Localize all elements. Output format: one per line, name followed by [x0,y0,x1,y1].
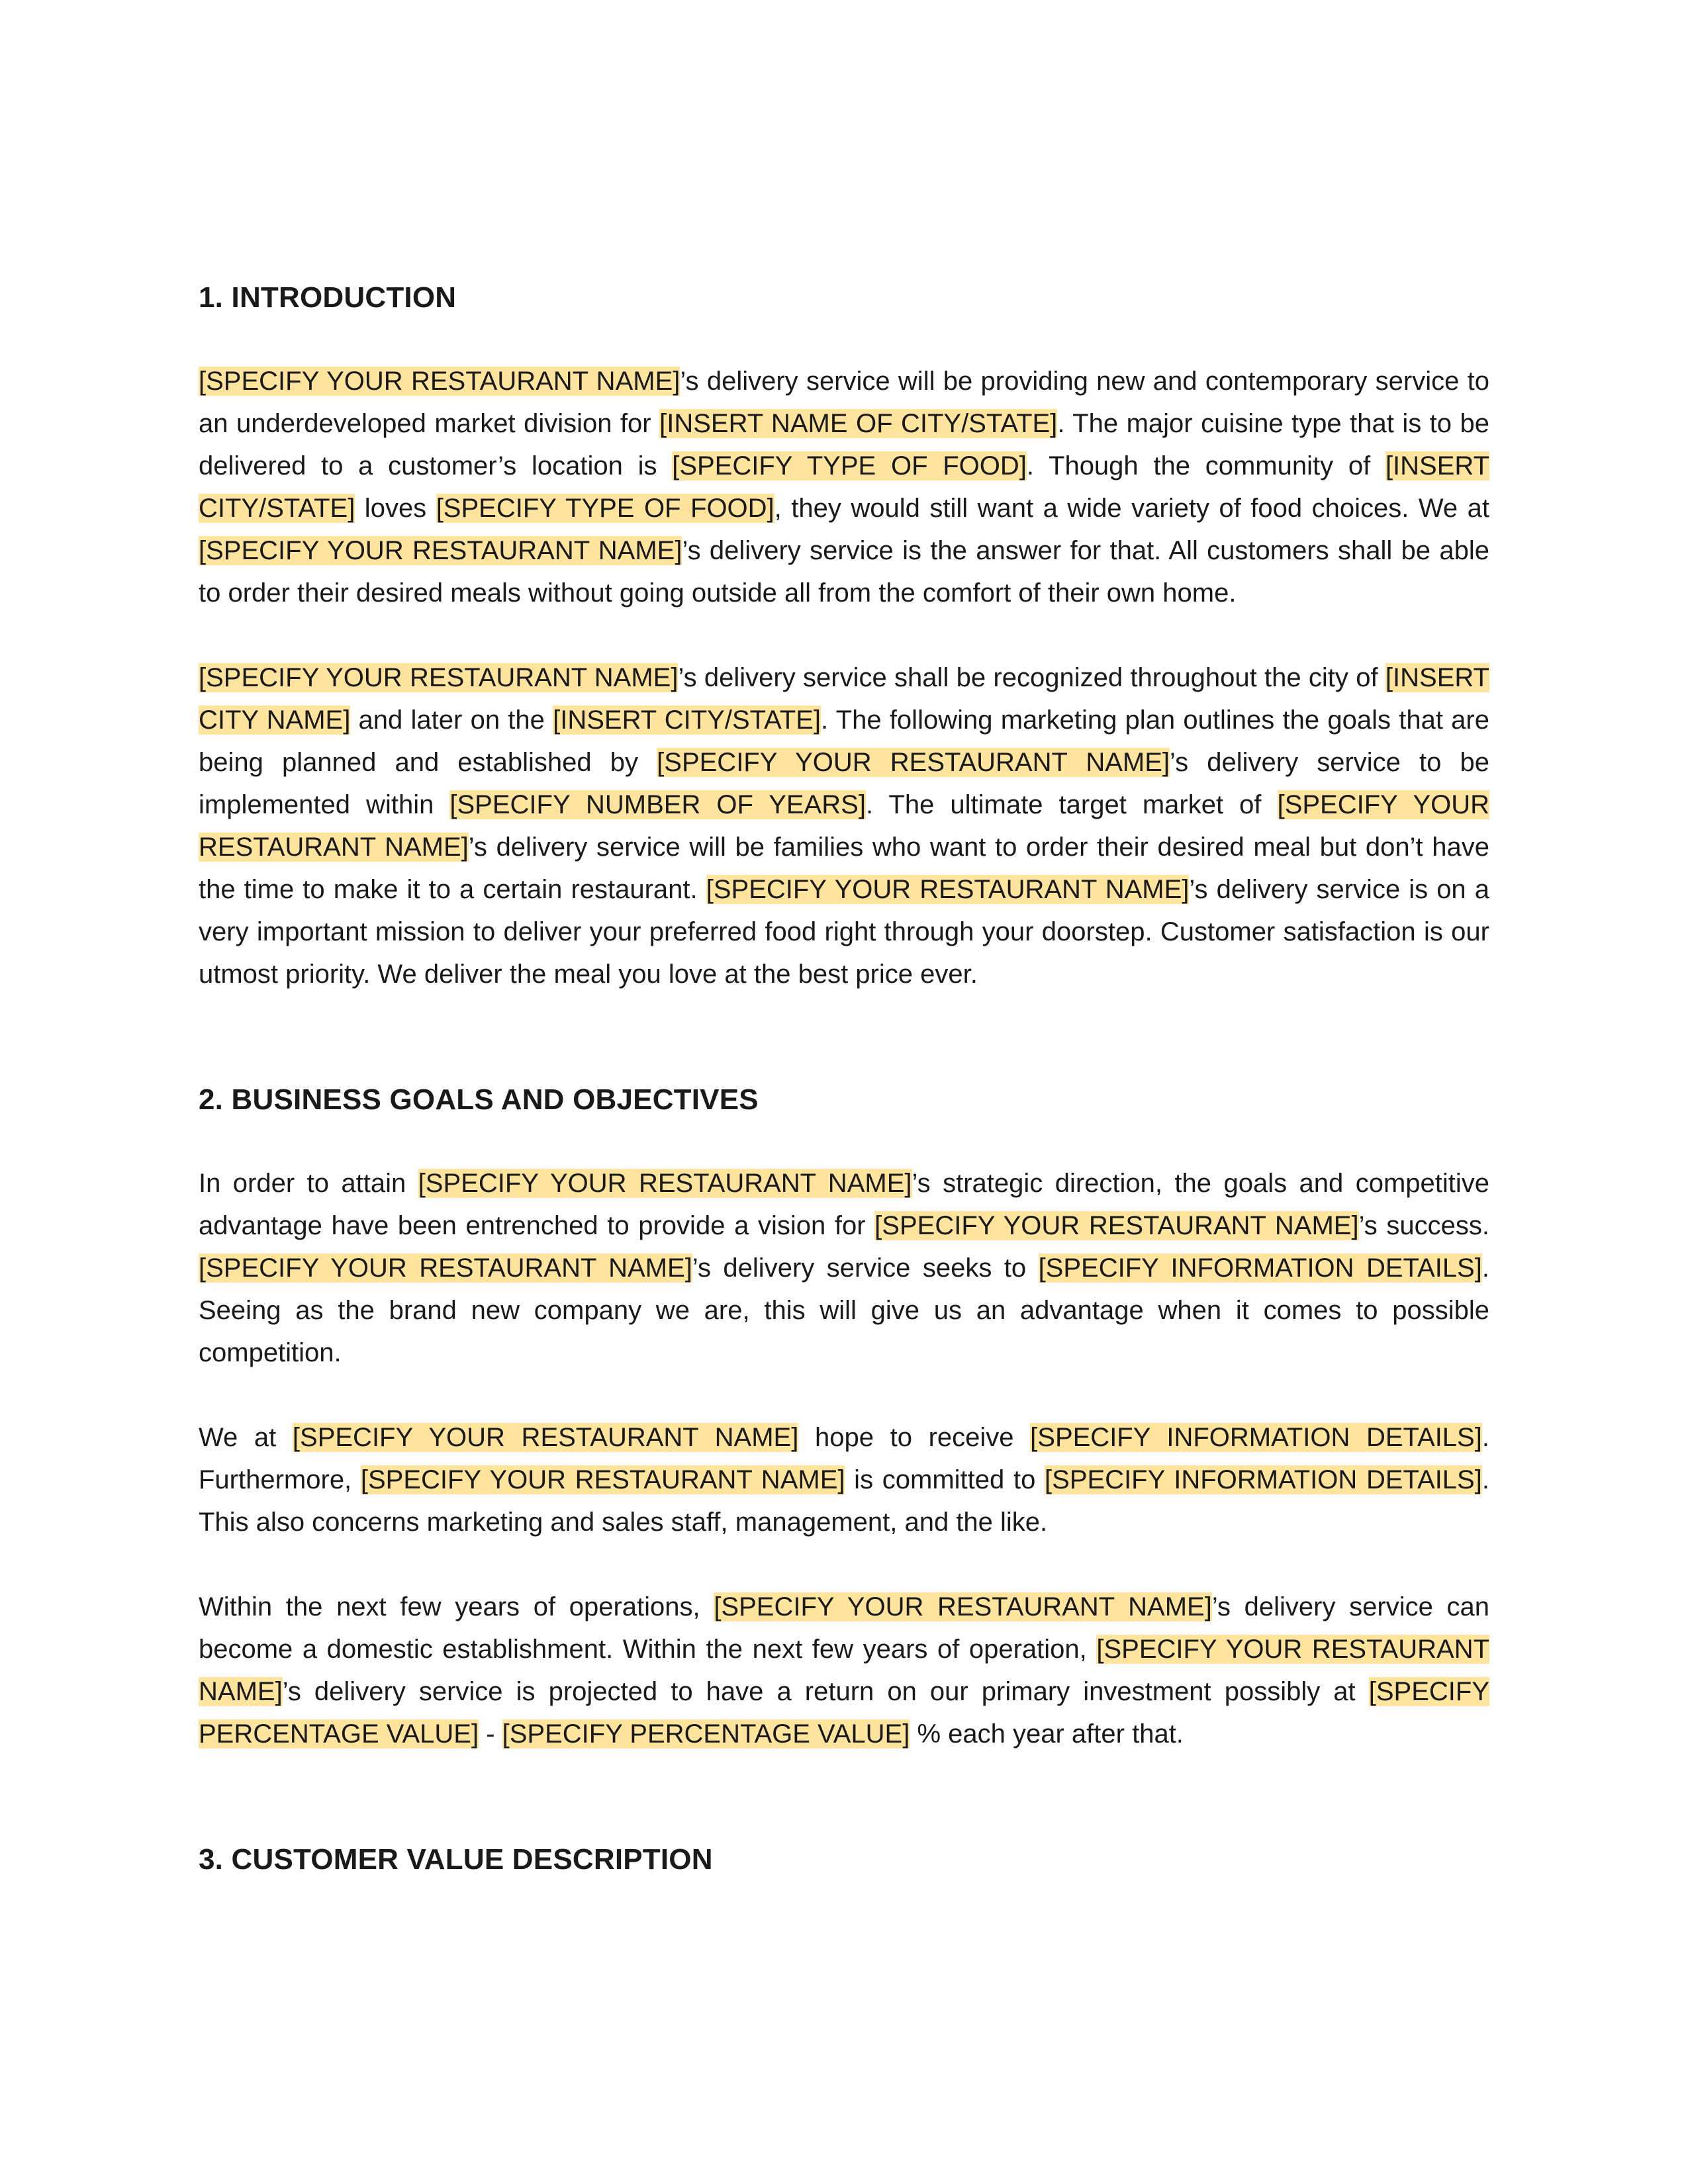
placeholder-highlight: [SPECIFY PERCENTAGE VALUE] [199,1677,1489,1749]
placeholder-highlight: [INSERT CITY NAME] [199,663,1489,735]
placeholder-highlight: [SPECIFY YOUR RESTAURANT NAME] [874,1211,1359,1240]
paragraph-text: . The following marketing plan outlines the goals that are being planned and established by [199,705,1489,777]
paragraph-text: ’s delivery service will be providing new and contemporary service to an underdeveloped market division for [199,367,1489,438]
placeholder-highlight: [SPECIFY YOUR RESTAURANT NAME] [199,663,679,692]
placeholder-highlight: [SPECIFY YOUR RESTAURANT NAME] [706,875,1190,904]
paragraph [199,1586,1489,1755]
placeholder-highlight: [INSERT NAME OF CITY/STATE] [659,409,1058,438]
placeholder-highlight: [SPECIFY YOUR RESTAURANT NAME] [199,790,1490,862]
paragraph-text: . The ultimate target market of [865,790,1278,819]
section-heading-customer-value: 3. CUSTOMER VALUE DESCRIPTION [199,1843,713,1876]
paragraph-text: . This also concerns marketing and sales staff, management, and the like. [199,1465,1489,1537]
paragraph-text: ’s delivery service seeks to [692,1253,1039,1283]
paragraph-text: ’s delivery service shall be recognized throughout the city of [678,663,1385,692]
paragraph-text: ’s delivery service is the answer for that. All customers shall be able to order their desired meals without going outside all from the comfort of their own home. [199,536,1489,608]
placeholder-highlight: [SPECIFY YOUR RESTAURANT NAME] [418,1169,912,1198]
placeholder-highlight: [SPECIFY INFORMATION DETAILS] [1030,1423,1482,1452]
paragraph-text: . Seeing as the brand new company we are, this will give us an advantage when it comes to possible competition. [199,1253,1489,1367]
paragraph-text: and later on the [350,705,553,735]
paragraph [199,1416,1489,1543]
paragraph-text: - [479,1719,502,1749]
paragraph [199,360,1489,614]
placeholder-highlight: [SPECIFY YOUR RESTAURANT NAME] [657,748,1170,777]
placeholder-highlight: [SPECIFY TYPE OF FOOD] [436,494,774,523]
paragraph-text: ’s delivery service can become a domestic establishment. Within the next few years of operation, [199,1592,1489,1664]
paragraph-text: , they would still want a wide variety of food choices. We at [774,494,1490,523]
paragraph-text: is committed to [845,1465,1045,1494]
section-heading-introduction: 1. INTRODUCTION [199,281,457,314]
placeholder-highlight: [INSERT CITY/STATE] [553,705,821,735]
paragraph-text: % each year after that. [910,1719,1184,1749]
paragraph-text: ’s strategic direction, the goals and competitive advantage have been entrenched to provide a vision for [199,1169,1490,1240]
paragraph-text: hope to receive [798,1423,1031,1452]
paragraph-text: . Furthermore, [199,1423,1489,1494]
paragraph [199,657,1489,995]
placeholder-highlight: [SPECIFY YOUR RESTAURANT NAME] [199,536,682,565]
paragraph-text: ’s delivery service will be families who want to order their desired meal but don’t have the time to make it to a certain restaurant. [199,833,1490,904]
placeholder-highlight: [SPECIFY INFORMATION DETAILS] [1038,1253,1482,1283]
placeholder-highlight: [SPECIFY YOUR RESTAURANT NAME] [199,1253,692,1283]
placeholder-highlight: [SPECIFY PERCENTAGE VALUE] [502,1719,910,1749]
paragraph-text: loves [355,494,436,523]
placeholder-highlight: [SPECIFY TYPE OF FOOD] [672,451,1027,480]
placeholder-highlight: [SPECIFY NUMBER OF YEARS] [449,790,866,819]
paragraph-text: . The major cuisine type that is to be delivered to a customer’s location is [199,409,1490,480]
paragraph-text: ’s delivery service is on a very important mission to deliver your preferred food right through your doorstep. Customer satisfaction is our utmost priority. We deliver the meal you love at the best price ever. [199,875,1489,989]
paragraph-text: In order to attain [199,1169,418,1198]
placeholder-highlight: [INSERT CITY/STATE] [199,451,1490,523]
paragraph-text: ’s delivery service to be implemented within [199,748,1489,819]
section-heading-business-goals: 2. BUSINESS GOALS AND OBJECTIVES [199,1083,759,1116]
placeholder-highlight: [SPECIFY YOUR RESTAURANT NAME] [199,1635,1490,1706]
placeholder-highlight: [SPECIFY YOUR RESTAURANT NAME] [292,1423,799,1452]
paragraph-text: We at [199,1423,293,1452]
paragraph-text: Within the next few years of operations, [199,1592,714,1621]
paragraph-text: ’s delivery service is projected to have a return on our primary investment possibly at [282,1677,1369,1706]
placeholder-highlight: [SPECIFY INFORMATION DETAILS] [1045,1465,1482,1494]
placeholder-highlight: [SPECIFY YOUR RESTAURANT NAME] [199,367,680,396]
paragraph [199,1162,1489,1374]
paragraph-text: ’s success. [1358,1211,1489,1240]
placeholder-highlight: [SPECIFY YOUR RESTAURANT NAME] [714,1592,1212,1621]
placeholder-highlight: [SPECIFY YOUR RESTAURANT NAME] [360,1465,845,1494]
document-content [199,278,1489,1880]
paragraph-text: . Though the community of [1026,451,1385,480]
